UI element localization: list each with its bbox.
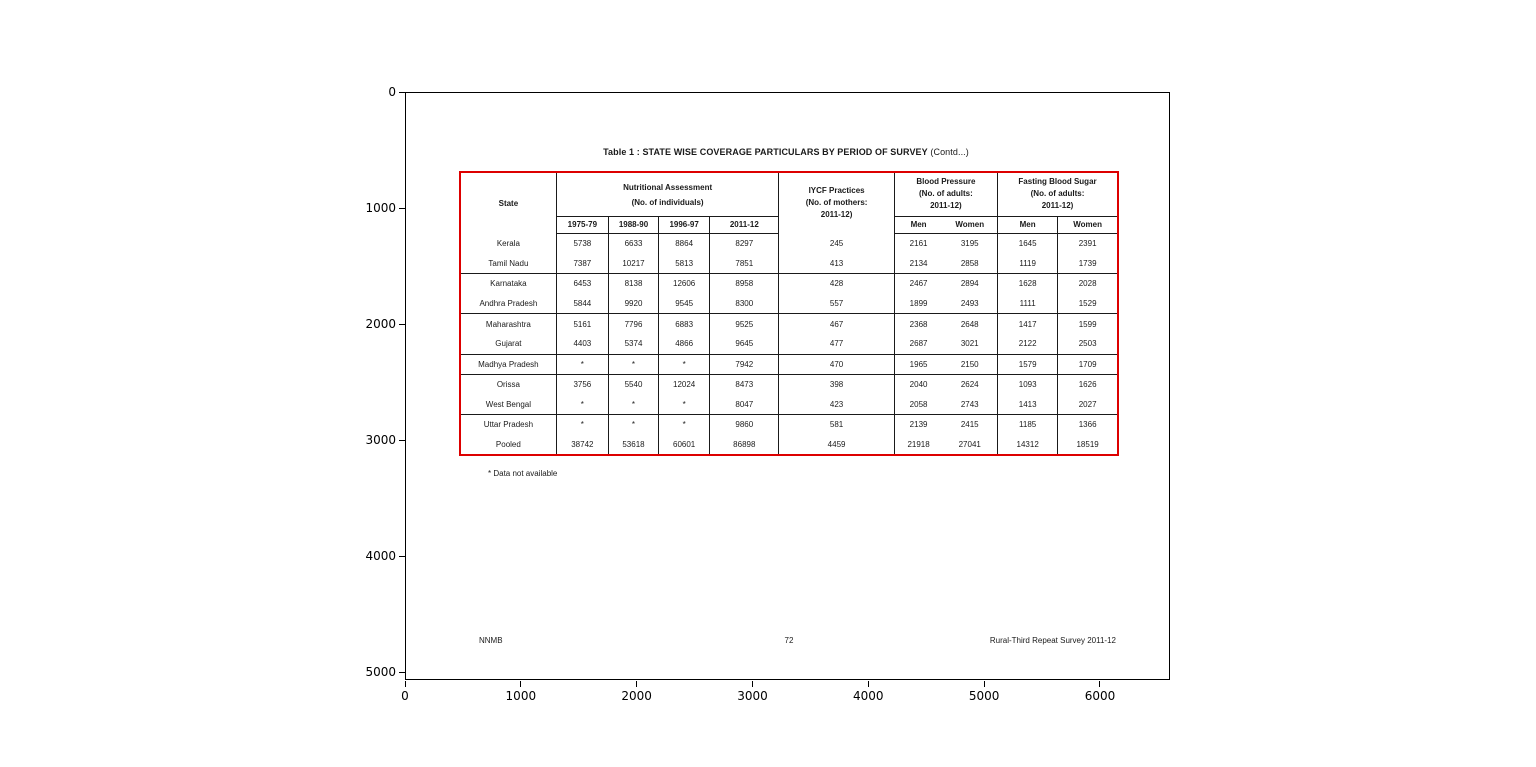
value-cell: 2161 [909,238,928,248]
value-cell: 5813 [659,253,710,273]
state-cell: Uttar Pradesh [460,415,556,435]
y-tick-label: 3000 [365,433,396,447]
value-cell: 2040 [909,380,928,390]
value-cell: 6633 [608,233,658,253]
x-tick-label: 3000 [737,689,768,703]
header-nutritional-assessment [556,172,779,216]
value-cell: 18519 [1076,439,1099,449]
value-cell: 2858 [942,253,997,273]
header-year-1988-90: 1988-90 [608,216,658,233]
value-cell: 12606 [659,273,710,293]
value-cell: 1645 [998,233,1058,253]
header-bp-line1: Blood Pressure [916,177,976,187]
header-fbs-line2: (No. of adults: [1030,189,1085,199]
value-cell: * [556,415,608,435]
value-cell: 8864 [659,233,710,253]
value-cell: 7796 [608,314,658,334]
header-fbs-line1: Fasting Blood Sugar [1018,177,1097,187]
value-cell: 8958 [710,273,779,293]
table-row [460,334,1118,354]
value-cell: 2139 [909,420,928,430]
header-iycf [779,172,894,233]
table-title-text: Table 1 : STATE WISE COVERAGE PARTICULARS BY PERIOD OF SURVEY [603,147,928,157]
state-cell: Kerala [460,233,556,253]
value-cell: * [608,415,658,435]
value-cell: 7942 [710,354,779,374]
header-year-1975-79: 1975-79 [556,216,608,233]
x-tick-mark [636,681,637,687]
value-cell: 10217 [608,253,658,273]
value-cell: 1599 [1078,319,1097,329]
value-cell: 2368 [909,319,928,329]
table-body [460,233,1118,455]
value-cell: * [556,394,608,414]
value-cell: * [556,354,608,374]
value-cell: 2058 [894,394,942,414]
x-tick-mark [1099,681,1100,687]
value-cell: 2648 [942,314,997,334]
value-cell: 8300 [710,294,779,314]
value-cell: 1093 [998,374,1058,394]
value-cell: 9645 [710,334,779,354]
state-cell: Pooled [460,435,556,455]
x-tick-label: 6000 [1084,689,1116,703]
value-cell: 8138 [608,273,658,293]
value-cell: 5374 [608,334,658,354]
y-tick-label: 4000 [365,549,396,563]
value-cell: 2150 [942,354,997,374]
value-cell: 1579 [998,354,1058,374]
value-cell: 1626 [1078,380,1097,390]
header-fbs-line3: 2011-12) [1041,201,1074,211]
state-cell: Tamil Nadu [460,253,556,273]
x-tick-mark [405,681,406,687]
value-cell: * [608,394,658,414]
value-cell: 9920 [608,294,658,314]
value-cell: * [659,415,710,435]
table-row [460,354,1118,374]
table-title [456,147,1116,157]
value-cell: 5540 [608,374,658,394]
table-row [460,435,1118,455]
value-cell: 2743 [942,394,997,414]
table-row [460,233,1118,253]
header-fbs-women: Women [1058,216,1118,233]
value-cell: 14312 [998,435,1058,455]
value-cell: 1899 [894,294,942,314]
value-cell: 413 [779,253,894,273]
value-cell: 2391 [1078,238,1097,248]
header-iycf-line1: IYCF Practices [808,186,865,195]
x-tick-mark [868,681,869,687]
header-na-line1: Nutritional Assessment [623,183,713,193]
header-year-1996-97: 1996-97 [659,216,710,233]
header-iycf-line3: 2011-12) [820,210,853,219]
value-cell: 245 [779,233,894,253]
state-cell: Karnataka [460,273,556,293]
header-bp-line2: (No. of adults: [919,189,973,199]
value-cell: 423 [779,394,894,414]
value-cell: 9525 [710,314,779,334]
value-cell: 470 [779,354,894,374]
value-cell: 9545 [659,294,710,314]
value-cell: 5844 [556,294,608,314]
value-cell: 2027 [1058,394,1118,414]
table-title-contd: (Contd...) [927,147,969,157]
header-blood-pressure [894,172,997,216]
value-cell: 477 [779,334,894,354]
x-tick-label: 5000 [968,689,1000,703]
value-cell: 60601 [659,435,710,455]
y-tick-label: 0 [388,85,396,99]
value-cell: 4403 [556,334,608,354]
value-cell: 53618 [608,435,658,455]
value-cell: 1111 [998,294,1058,314]
value-cell: * [659,354,710,374]
x-tick-label: 2000 [621,689,652,703]
value-cell: 7387 [556,253,608,273]
x-tick-mark [520,681,521,687]
value-cell: 3195 [942,233,997,253]
footnote: * Data not available [488,469,558,478]
value-cell: * [608,354,658,374]
x-tick-mark [752,681,753,687]
table-row [460,374,1118,394]
value-cell: 467 [779,314,894,334]
value-cell: 1185 [998,415,1058,435]
header-year-2011-12: 2011-12 [710,216,779,233]
x-tick-label: 1000 [505,689,537,703]
value-cell: 6453 [556,273,608,293]
value-cell: 1413 [998,394,1058,414]
value-cell: 3756 [556,374,608,394]
state-cell: Maharashtra [460,314,556,334]
x-tick-label: 0 [401,689,409,703]
x-tick-label: 4000 [853,689,884,703]
value-cell: 581 [779,415,894,435]
value-cell: 8047 [710,394,779,414]
y-tick-label: 2000 [365,317,396,331]
value-cell: 1529 [1058,294,1118,314]
table-row [460,273,1118,293]
header-iycf-line2: (No. of mothers: [805,198,868,207]
value-cell: 4866 [659,334,710,354]
header-bp-women: Women [942,216,997,233]
plot-axes-frame [405,92,1170,680]
value-cell: 86898 [710,435,779,455]
value-cell: * [659,394,710,414]
value-cell: 2415 [942,415,997,435]
y-tick-label: 1000 [365,201,396,215]
coverage-table [459,171,1119,456]
value-cell: 1709 [1058,354,1118,374]
value-cell: 398 [779,374,894,394]
value-cell: 2894 [942,273,997,293]
value-cell: 428 [779,273,894,293]
value-cell: 1366 [1078,420,1097,430]
value-cell: 2122 [998,334,1058,354]
page-footer [459,636,1119,648]
value-cell: 1739 [1058,253,1118,273]
value-cell: 1417 [998,314,1058,334]
value-cell: 1965 [894,354,942,374]
value-cell: 3021 [942,334,997,354]
y-tick-label: 5000 [365,665,396,679]
value-cell: 8473 [710,374,779,394]
value-cell: 7851 [710,253,779,273]
footer-source: NNMB [479,636,503,645]
value-cell: 38742 [556,435,608,455]
header-bp-men: Men [894,216,942,233]
state-cell: Andhra Pradesh [460,294,556,314]
value-cell: 2624 [942,374,997,394]
header-state: State [460,172,556,233]
state-cell: Gujarat [460,334,556,354]
value-cell: 8297 [710,233,779,253]
value-cell: 4459 [779,435,894,455]
table-row [460,394,1118,414]
header-fasting-blood-sugar [998,172,1118,216]
header-bp-line3: 2011-12) [930,201,962,211]
footer-page-number: 72 [784,636,794,645]
value-cell: 557 [779,294,894,314]
value-cell: 2028 [1078,279,1097,289]
x-tick-mark [984,681,985,687]
value-cell: 21918 [907,439,930,449]
value-cell: 2687 [894,334,942,354]
value-cell: 5738 [556,233,608,253]
value-cell: 2134 [894,253,942,273]
header-fbs-men: Men [998,216,1058,233]
state-cell: Orissa [460,374,556,394]
table-row [460,415,1118,435]
value-cell: 2467 [909,279,928,289]
table-row [460,314,1118,334]
value-cell: 27041 [942,435,997,455]
state-cell: Madhya Pradesh [460,354,556,374]
value-cell: 6883 [659,314,710,334]
value-cell: 5161 [556,314,608,334]
value-cell: 2503 [1058,334,1118,354]
value-cell: 1628 [998,273,1058,293]
table-row [460,294,1118,314]
value-cell: 12024 [659,374,710,394]
value-cell: 2493 [942,294,997,314]
value-cell: 9860 [710,415,779,435]
header-na-line2: (No. of individuals) [631,198,704,208]
footer-survey-label: Rural-Third Repeat Survey 2011-12 [989,636,1116,645]
state-cell: West Bengal [460,394,556,414]
value-cell: 1119 [998,253,1058,273]
table-row [460,253,1118,273]
